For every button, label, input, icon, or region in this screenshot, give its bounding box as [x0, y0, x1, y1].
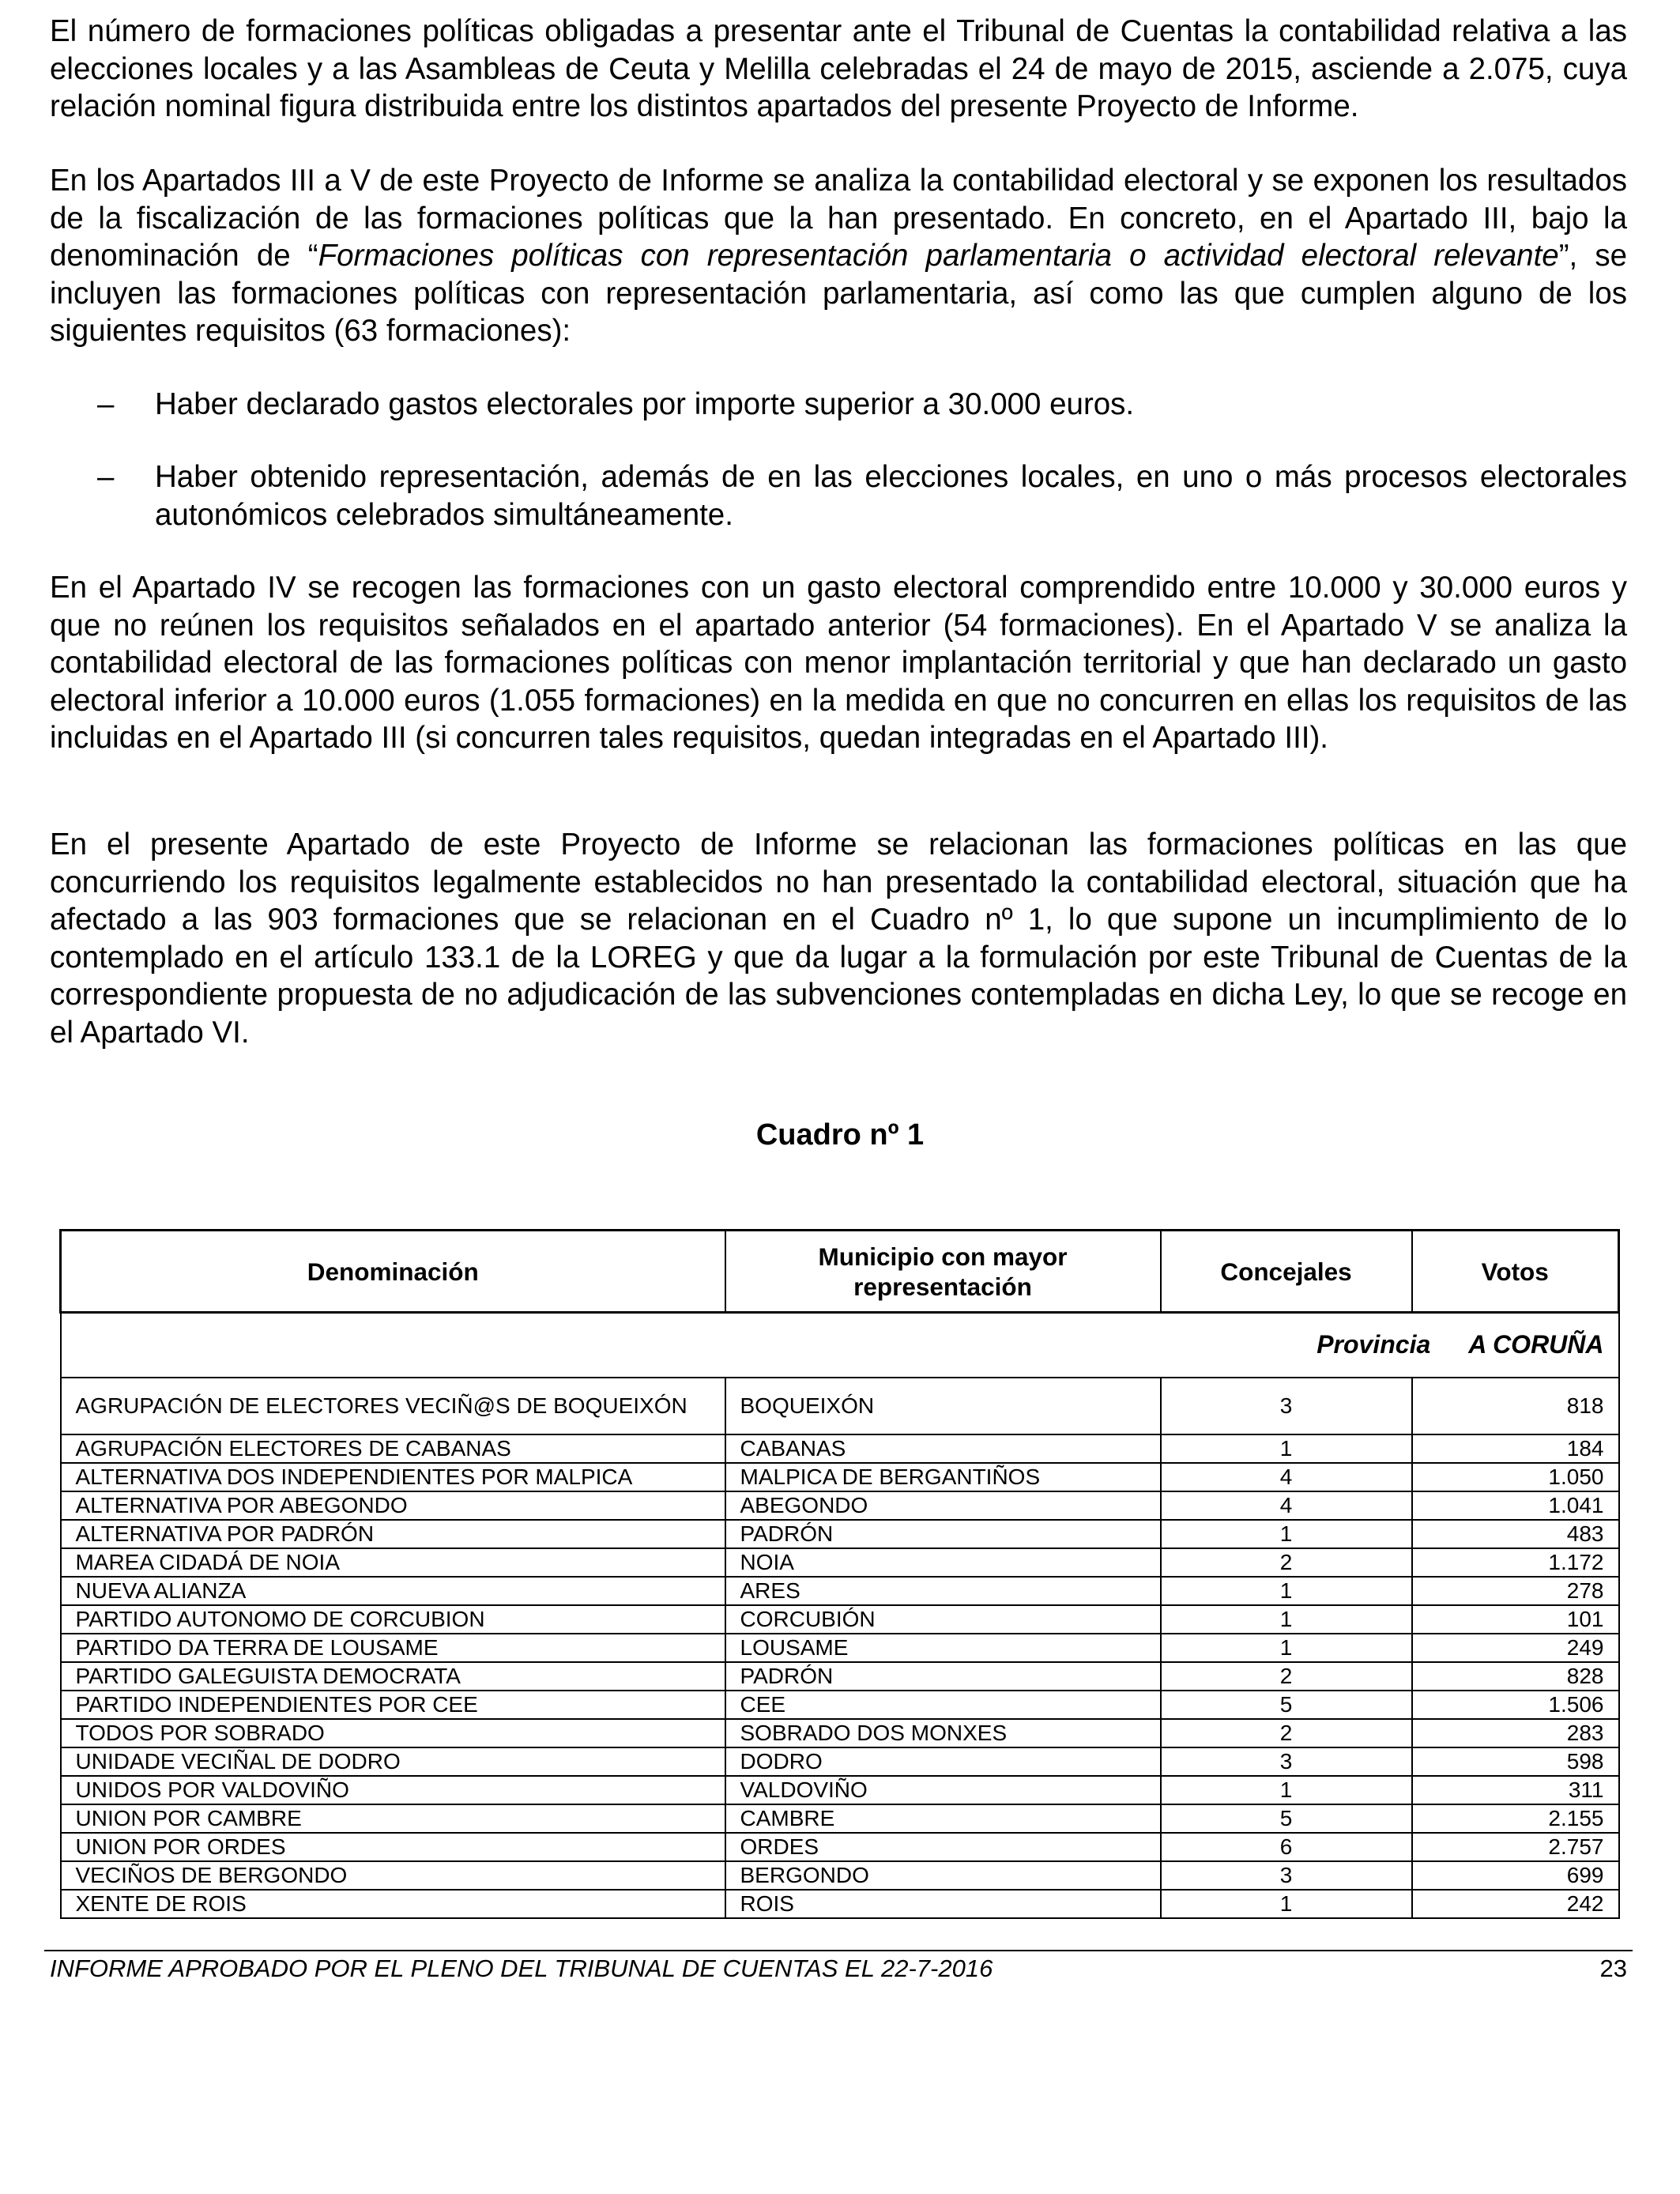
header-concejales: Concejales	[1161, 1231, 1412, 1313]
cell-municipio: ORDES	[725, 1833, 1161, 1861]
cell-municipio: CAMBRE	[725, 1804, 1161, 1833]
cell-votos: 2.757	[1412, 1833, 1619, 1861]
footer-text: INFORME APROBADO POR EL PLENO DEL TRIBUNAL DE CUENTAS EL 22-7-2016	[50, 1955, 993, 1982]
cell-concejales: 6	[1161, 1833, 1412, 1861]
cell-denominacion: ALTERNATIVA POR PADRÓN	[61, 1520, 725, 1548]
cell-votos: 249	[1412, 1634, 1619, 1662]
table-title: Cuadro nº 1	[755, 1118, 925, 1152]
paragraph-4	[50, 826, 1627, 1051]
cell-votos: 1.050	[1412, 1463, 1619, 1491]
cell-concejales: 3	[1161, 1747, 1412, 1776]
table-row	[61, 1804, 1619, 1833]
table-row	[61, 1463, 1619, 1491]
cell-votos: 283	[1412, 1719, 1619, 1747]
cuadro-table	[59, 1229, 1620, 1919]
paragraph-3-text: En el Apartado IV se recogen las formaciones con un gasto electoral comprendido entre 10.000 y 30.000 euros y que no reúnen los requisitos señalados en el apartado anterior (54 formaciones). En el Apartado V se analiza la contabilidad electoral de las formaciones políticas con menor implantación territorial y que han declarado un gasto electoral inferior a 10.000 euros (1.055 formaciones) en la medida en que no concurren en ellas los requisitos de las incluidas en el Apartado III (si concurren tales requisitos, quedan integradas en el Apartado III).	[50, 571, 1627, 755]
table-row	[61, 1719, 1619, 1747]
cell-concejales: 4	[1161, 1463, 1412, 1491]
table-row	[61, 1491, 1619, 1520]
table-row	[61, 1548, 1619, 1577]
paragraph-2-text-a: En los Apartados III a V de este Proyecto de Informe se analiza la contabilidad electoral y se exponen los resultados de la fiscalización de las formaciones políticas que la han presentado. En concreto, en el Apartado III, bajo la denominación de “	[50, 164, 1627, 273]
cell-votos: 242	[1412, 1890, 1619, 1918]
paragraph-4-text: En el presente Apartado de este Proyecto de Informe se relacionan las formaciones políticas en las que concurriendo los requisitos legalmente establecidos no han presentado la contabilidad electoral, situación que ha afectado a las 903 formaciones que se relacionan en el Cuadro nº 1, lo que supone un incumplimiento de lo contemplado en el artículo 133.1 de la LOREG y que da lugar a la formulación por este Tribunal de Cuentas de la correspondiente propuesta de no adjudicación de las subvenciones contempladas en dicha Ley, lo que se recoge en el Apartado VI.	[50, 827, 1627, 1050]
cell-concejales: 3	[1161, 1861, 1412, 1890]
cell-municipio: MALPICA DE BERGANTIÑOS	[725, 1463, 1161, 1491]
cell-municipio: PADRÓN	[725, 1520, 1161, 1548]
cell-municipio: SOBRADO DOS MONXES	[725, 1719, 1161, 1747]
cell-municipio: ARES	[725, 1577, 1161, 1605]
header-denominacion: Denominación	[61, 1231, 725, 1313]
bullet-item	[50, 386, 1627, 424]
cell-concejales: 3	[1161, 1378, 1412, 1434]
cell-concejales: 1	[1161, 1634, 1412, 1662]
cell-denominacion: UNIDOS POR VALDOVIÑO	[61, 1776, 725, 1804]
cell-concejales: 1	[1161, 1434, 1412, 1463]
cell-votos: 2.155	[1412, 1804, 1619, 1833]
cell-concejales: 1	[1161, 1776, 1412, 1804]
cell-municipio: ROIS	[725, 1890, 1161, 1918]
cell-concejales: 4	[1161, 1491, 1412, 1520]
cell-denominacion: AGRUPACIÓN ELECTORES DE CABANAS	[61, 1434, 725, 1463]
cell-concejales: 2	[1161, 1719, 1412, 1747]
province-row	[61, 1313, 1619, 1378]
cell-denominacion: NUEVA ALIANZA	[61, 1577, 725, 1605]
cell-municipio: NOIA	[725, 1548, 1161, 1577]
province-label: Provincia	[1317, 1330, 1431, 1359]
table-row	[61, 1434, 1619, 1463]
cell-votos: 1.172	[1412, 1548, 1619, 1577]
cell-votos: 598	[1412, 1747, 1619, 1776]
paragraph-2	[50, 162, 1627, 350]
table-row	[61, 1776, 1619, 1804]
cell-concejales: 5	[1161, 1804, 1412, 1833]
table-row	[61, 1747, 1619, 1776]
cell-votos: 311	[1412, 1776, 1619, 1804]
cell-votos: 483	[1412, 1520, 1619, 1548]
table-row	[61, 1833, 1619, 1861]
cell-denominacion: XENTE DE ROIS	[61, 1890, 725, 1918]
table-row	[61, 1577, 1619, 1605]
cell-concejales: 1	[1161, 1605, 1412, 1634]
table-header-row	[61, 1231, 1619, 1313]
cell-votos: 184	[1412, 1434, 1619, 1463]
paragraph-3	[50, 569, 1627, 757]
table-row	[61, 1691, 1619, 1719]
dash-bullet-icon: –	[97, 460, 115, 494]
paragraph-1	[50, 13, 1627, 126]
footer-divider	[44, 1950, 1633, 1951]
cell-denominacion: PARTIDO GALEGUISTA DEMOCRATA	[61, 1662, 725, 1691]
cell-votos: 828	[1412, 1662, 1619, 1691]
cell-denominacion: AGRUPACIÓN DE ELECTORES VECIÑ@S DE BOQUEIXÓN	[61, 1378, 725, 1434]
cell-municipio: CORCUBIÓN	[725, 1605, 1161, 1634]
cell-concejales: 1	[1161, 1520, 1412, 1548]
bullet-text: Haber obtenido representación, además de en las elecciones locales, en uno o más procesos electorales autonómicos celebrados simultáneamente.	[155, 460, 1627, 532]
cell-municipio: PADRÓN	[725, 1662, 1161, 1691]
cell-concejales: 1	[1161, 1890, 1412, 1918]
bullet-text: Haber declarado gastos electorales por importe superior a 30.000 euros.	[155, 387, 1135, 421]
cell-votos: 101	[1412, 1605, 1619, 1634]
cell-denominacion: UNION POR CAMBRE	[61, 1804, 725, 1833]
table-row	[61, 1605, 1619, 1634]
table-row	[61, 1861, 1619, 1890]
page-number: 23	[1599, 1955, 1627, 1982]
paragraph-2-italic: Formaciones políticas con representación parlamentaria o actividad electoral relevante	[318, 239, 1559, 273]
table-row	[61, 1890, 1619, 1918]
bullet-item	[50, 458, 1627, 533]
cell-concejales: 2	[1161, 1548, 1412, 1577]
cell-votos: 1.041	[1412, 1491, 1619, 1520]
cell-denominacion: ALTERNATIVA DOS INDEPENDIENTES POR MALPICA	[61, 1463, 725, 1491]
header-municipio: Municipio con mayor representación	[725, 1231, 1161, 1313]
cell-denominacion: PARTIDO DA TERRA DE LOUSAME	[61, 1634, 725, 1662]
cell-votos: 699	[1412, 1861, 1619, 1890]
table-row	[61, 1378, 1619, 1434]
paragraph-1-text: El número de formaciones políticas obligadas a presentar ante el Tribunal de Cuentas la contabilidad relativa a las elecciones locales y a las Asambleas de Ceuta y Melilla celebradas el 24 de mayo de 2015, asciende a 2.075, cuya relación nominal figura distribuida entre los distintos apartados del presente Proyecto de Informe.	[50, 14, 1627, 123]
cell-votos: 818	[1412, 1378, 1619, 1434]
cell-municipio: DODRO	[725, 1747, 1161, 1776]
cell-denominacion: ALTERNATIVA POR ABEGONDO	[61, 1491, 725, 1520]
cell-denominacion: MAREA CIDADÁ DE NOIA	[61, 1548, 725, 1577]
table-row	[61, 1662, 1619, 1691]
cell-concejales: 5	[1161, 1691, 1412, 1719]
paragraph-2-text-b: ”, se incluyen las formaciones políticas con representación parlamentaria, así como las que cumplen alguno de los siguientes requisitos (63 formaciones):	[50, 239, 1627, 348]
cell-municipio: BOQUEIXÓN	[725, 1378, 1161, 1434]
header-votos: Votos	[1412, 1231, 1619, 1313]
cell-municipio: CABANAS	[725, 1434, 1161, 1463]
table-row	[61, 1634, 1619, 1662]
cell-municipio: VALDOVIÑO	[725, 1776, 1161, 1804]
cell-denominacion: PARTIDO AUTONOMO DE CORCUBION	[61, 1605, 725, 1634]
cell-denominacion: PARTIDO INDEPENDIENTES POR CEE	[61, 1691, 725, 1719]
cell-municipio: BERGONDO	[725, 1861, 1161, 1890]
cell-denominacion: TODOS POR SOBRADO	[61, 1719, 725, 1747]
dash-bullet-icon: –	[97, 387, 115, 421]
cell-municipio: ABEGONDO	[725, 1491, 1161, 1520]
province-name: A CORUÑA	[1468, 1330, 1604, 1359]
cell-denominacion: UNIDADE VECIÑAL DE DODRO	[61, 1747, 725, 1776]
cell-denominacion: VECIÑOS DE BERGONDO	[61, 1861, 725, 1890]
cell-municipio: LOUSAME	[725, 1634, 1161, 1662]
table-row	[61, 1520, 1619, 1548]
cell-votos: 1.506	[1412, 1691, 1619, 1719]
cell-denominacion: UNION POR ORDES	[61, 1833, 725, 1861]
cell-votos: 278	[1412, 1577, 1619, 1605]
cell-municipio: CEE	[725, 1691, 1161, 1719]
cell-concejales: 1	[1161, 1577, 1412, 1605]
cell-concejales: 2	[1161, 1662, 1412, 1691]
